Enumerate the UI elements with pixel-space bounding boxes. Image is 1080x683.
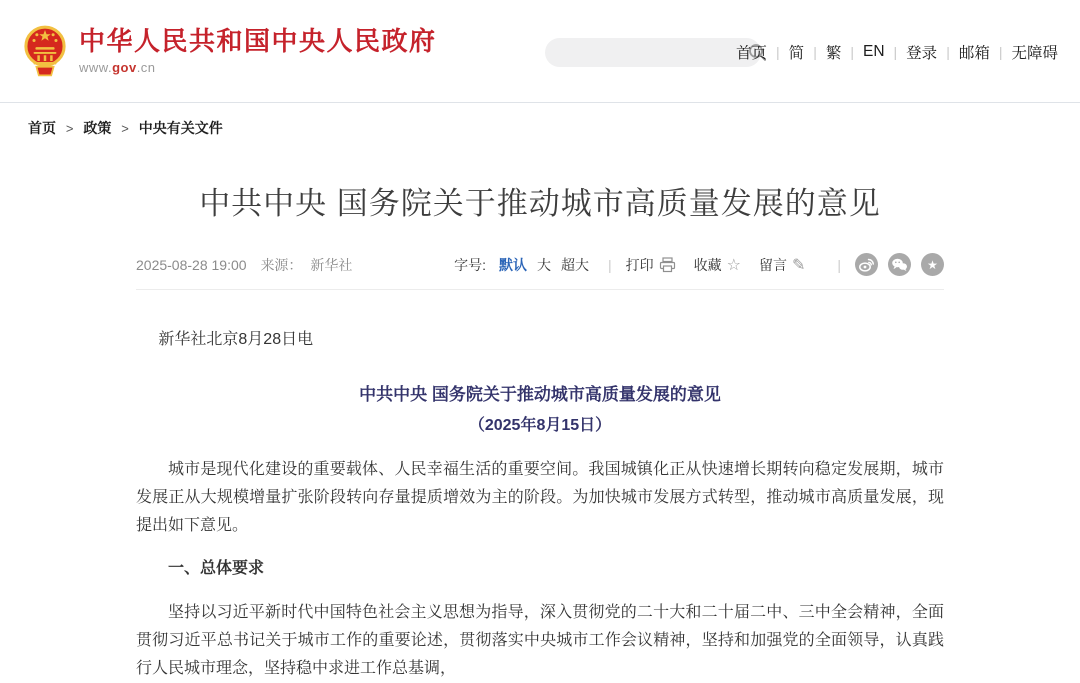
paragraph-1: 城市是现代化建设的重要载体、人民幸福生活的重要空间。我国城镇化正从快速增长期转向稳定发展期，城市发展正从大规模增量扩张阶段转向存量提质增效为主的阶段。为加快城市发展方式转型，推动城市高质量发展，现提出如下意见。 [136, 461, 944, 534]
nav-separator: | [813, 43, 817, 60]
printer-icon [659, 257, 676, 273]
article-content [136, 326, 944, 683]
font-size-default[interactable]: 默认 [498, 256, 527, 273]
nav-english[interactable]: EN [862, 42, 885, 60]
site-identity [79, 27, 437, 75]
breadcrumb-separator: > [121, 121, 129, 136]
breadcrumb-separator: > [65, 121, 74, 136]
meta-separator: | [837, 256, 841, 273]
font-size-label: 字号: [454, 256, 486, 273]
site-logo-link[interactable] [24, 23, 437, 79]
print-label: 打印 [625, 256, 654, 273]
site-url [79, 60, 437, 75]
wechat-icon [888, 253, 911, 276]
paragraph-2: 坚持以习近平新时代中国特色社会主义思想为指导，深入贯彻党的二十大和二十届二中、三中全会精神，全面贯彻习近平总书记关于城市工作的重要论述，贯彻落实中央城市工作会议精神，坚持和加强党的全面领导，认真践行人民城市理念，坚持稳中求进工作总基调， [136, 604, 944, 677]
print-button[interactable] [626, 255, 676, 275]
nav-separator: | [946, 43, 950, 60]
article-meta-bar [136, 253, 944, 290]
breadcrumb [0, 103, 1080, 148]
comment-button[interactable] [759, 255, 805, 275]
nav-separator: | [850, 43, 854, 60]
star-outline-icon: ☆ [726, 256, 741, 274]
page-title: 中共中央 国务院关于推动城市高质量发展的意见 [199, 186, 881, 221]
breadcrumb-current: 中央有关文件 [138, 120, 223, 136]
favorite-button[interactable] [694, 255, 741, 275]
font-size-xlarge[interactable]: 超大 [560, 256, 589, 273]
comment-label: 留言 [758, 256, 787, 273]
section-heading-1: 一、总体要求 [168, 560, 265, 577]
font-size-large[interactable]: 大 [536, 256, 551, 273]
weibo-share-button[interactable] [855, 253, 878, 276]
url-cn: .cn [136, 59, 156, 75]
nav-traditional[interactable]: 繁 [825, 44, 842, 62]
breadcrumb-policy[interactable]: 政策 [83, 120, 112, 136]
national-emblem-icon [24, 23, 66, 79]
nav-mail[interactable]: 邮箱 [958, 44, 990, 62]
breadcrumb-home[interactable]: 首页 [28, 120, 56, 136]
search-input[interactable] [545, 38, 748, 67]
share-group [855, 253, 944, 276]
more-share-button[interactable] [921, 253, 944, 276]
share-star-icon: ★ [927, 257, 938, 272]
search-box [545, 38, 761, 67]
nav-simplified[interactable]: 简 [788, 44, 805, 62]
weibo-icon [855, 253, 878, 276]
nav-accessibility[interactable]: 无障碍 [1011, 44, 1058, 62]
publish-datetime: 2025-08-28 19:00 [136, 256, 247, 273]
nav-separator: | [893, 43, 898, 60]
site-header [0, 0, 1080, 103]
document-title: 中共中央 国务院关于推动城市高质量发展的意见 [359, 385, 721, 404]
nav-home[interactable]: 首页 [736, 44, 768, 62]
article [136, 178, 944, 683]
nav-separator: | [776, 43, 780, 60]
dateline: 新华社北京8月28日电 [158, 331, 314, 348]
site-title: 中华人民共和国中央人民政府 [79, 26, 437, 57]
document-date: （2025年8月15日） [468, 417, 612, 434]
source-label: 来源： [260, 256, 303, 273]
nav-login[interactable]: 登录 [906, 44, 938, 62]
top-nav [736, 0, 1058, 103]
meta-separator: | [607, 256, 612, 273]
source-name: 新华社 [310, 256, 353, 273]
nav-separator: | [998, 43, 1003, 60]
url-gov: gov [112, 59, 137, 75]
favorite-label: 收藏 [693, 256, 722, 273]
url-www: www. [79, 59, 113, 75]
pencil-icon: ✎ [791, 256, 806, 274]
wechat-share-button[interactable] [888, 253, 911, 276]
article-meta-left [136, 255, 352, 275]
article-meta-right [454, 253, 944, 276]
